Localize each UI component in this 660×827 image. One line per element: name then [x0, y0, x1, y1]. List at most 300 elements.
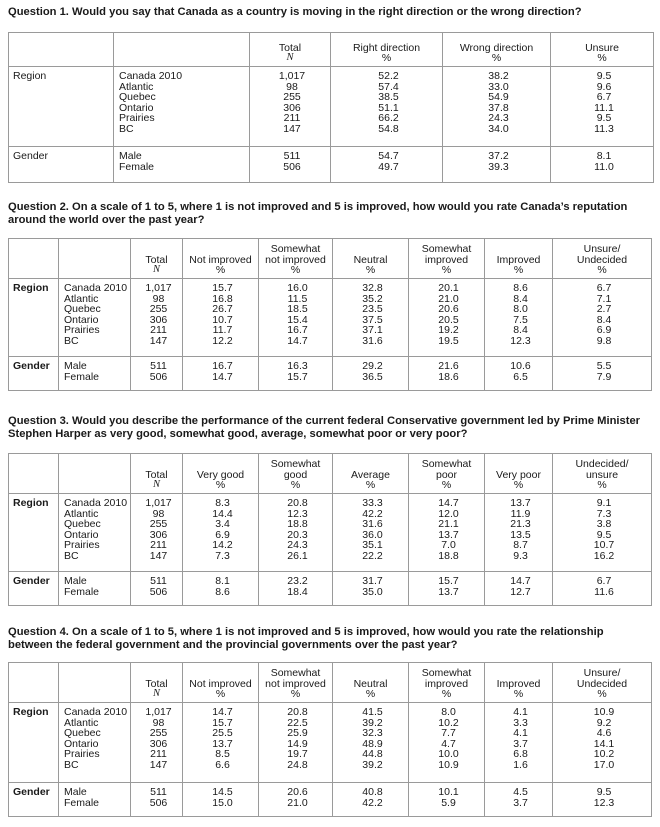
- cell-value: 35.0: [362, 585, 383, 598]
- header-line-1: Somewhat: [421, 243, 472, 256]
- header-line-2: Undecided: [576, 253, 628, 266]
- cell-value: 20.1: [438, 282, 459, 294]
- question-text: Question 4. On a scale of 1 to 5, where 1 is not improved and 5 is improved, how would you rate the relationship between the federal government and the provincial governments over the past year?: [8, 626, 604, 651]
- cell-value: 18.5: [287, 303, 308, 316]
- cell-value: 11.0: [594, 160, 614, 173]
- group-label: Quebec: [119, 91, 156, 104]
- cell-value: 11.5: [287, 292, 308, 305]
- group-label: Quebec: [64, 518, 101, 531]
- cell-value: 8.3: [215, 497, 230, 509]
- region-values: [553, 279, 652, 357]
- header-line-2: not improved: [265, 253, 326, 266]
- cell-value: 10.1: [438, 786, 459, 798]
- cell-value: 8.1: [596, 150, 612, 162]
- header-line-1: Unsure/: [583, 243, 621, 256]
- group-label: Prairies: [64, 539, 100, 552]
- cell-value: 255: [149, 303, 168, 316]
- cell-value: 306: [283, 101, 301, 114]
- header-unit: %: [441, 478, 452, 491]
- cell-value: 8.0: [441, 706, 456, 718]
- cell-value: 14.2: [212, 539, 233, 552]
- cell-value: 37.2: [488, 150, 509, 162]
- gender-values: [553, 357, 652, 391]
- cell-value: 8.4: [513, 292, 528, 305]
- cell-value: 12.3: [593, 796, 615, 809]
- cell-value: 12.3: [287, 507, 308, 520]
- cell-value: 8.1: [215, 575, 230, 587]
- cell-value: 7.3: [596, 507, 612, 520]
- group-label: BC: [119, 122, 134, 135]
- column-header: [409, 454, 485, 494]
- cell-value: 18.8: [287, 518, 308, 531]
- group-label: Atlantic: [119, 80, 154, 93]
- cell-value: 21.1: [438, 518, 459, 531]
- cell-value: 26.7: [212, 303, 233, 316]
- region-label: Region: [9, 67, 114, 147]
- cell-value: 14.7: [438, 497, 459, 509]
- cell-value: 306: [149, 313, 168, 326]
- cell-value: 49.7: [378, 160, 399, 173]
- region-values: [259, 494, 333, 572]
- gender-row: [9, 572, 652, 606]
- column-header: [131, 663, 183, 703]
- group-label: Female: [64, 796, 100, 809]
- cell-value: 255: [283, 91, 301, 104]
- region-values: [443, 67, 551, 147]
- cell-value: 25.9: [287, 727, 308, 740]
- cell-value: 41.5: [362, 706, 383, 718]
- cell-value: 10.7: [593, 539, 615, 552]
- gender-values: [485, 357, 553, 391]
- group-label: Ontario: [64, 528, 99, 541]
- empty-header-cell: [59, 663, 131, 703]
- header-line-2: Very good: [196, 468, 245, 481]
- header-unit: %: [290, 687, 301, 700]
- empty-header-cell: [9, 239, 59, 279]
- question-text: Question 1. Would you say that Canada as a country is moving in the right direction or the wrong direction?: [8, 6, 582, 18]
- cell-value: 19.2: [438, 324, 459, 337]
- group-label: Quebec: [64, 727, 101, 740]
- cell-value: 39.2: [362, 716, 383, 729]
- cell-value: 20.8: [287, 706, 308, 718]
- cell-value: 42.2: [362, 796, 383, 809]
- cell-value: 26.1: [287, 549, 308, 562]
- header-row: [9, 33, 654, 67]
- column-header: [443, 33, 551, 67]
- cell-value: 32.8: [362, 282, 383, 294]
- header-line-2: unsure: [585, 468, 619, 481]
- cell-value: 4.1: [513, 706, 528, 718]
- cell-value: 14.7: [212, 370, 233, 383]
- cell-value: 16.8: [212, 292, 233, 305]
- group-label: Female: [64, 370, 100, 383]
- region-values: [331, 67, 443, 147]
- region-values: [183, 703, 259, 783]
- group-label: BC: [64, 334, 79, 347]
- cell-value: 31.7: [362, 575, 383, 587]
- cell-value: 4.7: [441, 737, 456, 750]
- cell-value: 12.3: [510, 334, 531, 347]
- region-values: [183, 279, 259, 357]
- cell-value: 9.5: [596, 70, 612, 82]
- cell-value: 12.7: [510, 585, 531, 598]
- cell-value: 15.7: [287, 370, 308, 383]
- group-label: Atlantic: [64, 292, 99, 305]
- header-unit: %: [365, 687, 376, 700]
- header-line-2: Total: [278, 41, 302, 54]
- cell-value: 11.7: [212, 324, 233, 337]
- cell-value: 10.6: [510, 360, 531, 372]
- cell-value: 2.7: [596, 303, 612, 316]
- cell-value: 11.9: [510, 507, 531, 520]
- cell-value: 42.2: [362, 507, 383, 520]
- cell-value: 16.2: [593, 549, 615, 562]
- region-values: [409, 494, 485, 572]
- cell-value: 13.7: [438, 585, 459, 598]
- cell-value: 1,017: [145, 282, 172, 294]
- group-label: Canada 2010: [119, 70, 183, 82]
- gender-row: [9, 357, 652, 391]
- cell-value: 21.0: [287, 796, 308, 809]
- cell-value: 506: [149, 796, 168, 809]
- column-header: [553, 454, 652, 494]
- gender-values: [331, 147, 443, 183]
- column-header: [485, 239, 553, 279]
- gender-label: Gender: [9, 783, 59, 817]
- group-label: Prairies: [119, 112, 155, 125]
- cell-value: 29.2: [362, 360, 383, 372]
- header-unit: %: [513, 687, 524, 700]
- header-line-2: poor: [435, 468, 457, 481]
- cell-value: 44.8: [362, 748, 383, 761]
- gender-values: [333, 572, 409, 606]
- cell-value: 9.5: [596, 112, 612, 125]
- gender-values: [259, 572, 333, 606]
- header-line-1: Somewhat: [270, 667, 321, 680]
- header-line-2: Very poor: [496, 468, 541, 481]
- cell-value: 3.8: [596, 518, 612, 531]
- cell-value: 3.4: [215, 518, 230, 531]
- gender-values: [131, 357, 183, 391]
- cell-value: 211: [150, 324, 167, 337]
- cell-value: 255: [149, 518, 168, 531]
- gender-values: [553, 783, 652, 817]
- column-header: [333, 239, 409, 279]
- column-header: [485, 454, 553, 494]
- region-values: [259, 703, 333, 783]
- cell-value: 20.6: [438, 303, 459, 316]
- header-line-2: good: [283, 468, 308, 481]
- region-groups: [114, 67, 250, 147]
- column-header: [333, 454, 409, 494]
- cell-value: 147: [149, 549, 168, 562]
- cell-value: 52.2: [378, 70, 399, 82]
- header-line-2: improved: [424, 253, 469, 266]
- cell-value: 9.2: [596, 716, 612, 729]
- cell-value: 4.6: [596, 727, 612, 740]
- cell-value: 147: [149, 758, 168, 771]
- cell-value: 10.7: [212, 313, 233, 326]
- region-values: [485, 494, 553, 572]
- region-label: Region: [9, 703, 59, 783]
- cell-value: 21.3: [510, 518, 531, 531]
- header-unit: %: [513, 478, 524, 491]
- cell-value: 6.7: [596, 91, 612, 104]
- group-label: Quebec: [64, 303, 101, 316]
- group-label: Male: [64, 360, 87, 372]
- gender-label: Gender: [9, 357, 59, 391]
- cell-value: 39.2: [362, 758, 383, 771]
- cell-value: 51.1: [378, 101, 399, 114]
- gender-groups: [59, 572, 131, 606]
- cell-value: 11.3: [594, 122, 614, 135]
- header-unit: %: [215, 687, 226, 700]
- header-line-1: Somewhat: [421, 667, 472, 680]
- header-line-2: Neutral: [353, 677, 388, 690]
- region-values: [250, 67, 331, 147]
- region-label: Region: [9, 279, 59, 357]
- cell-value: 506: [283, 160, 301, 173]
- region-row: [9, 494, 652, 572]
- header-line-1: Somewhat: [421, 458, 472, 471]
- column-header: [333, 663, 409, 703]
- group-label: Prairies: [64, 748, 100, 761]
- cell-value: 39.3: [488, 160, 509, 173]
- results-table: [8, 453, 652, 606]
- cell-value: 34.0: [488, 122, 509, 135]
- cell-value: 18.8: [438, 549, 459, 562]
- cell-value: 15.7: [212, 716, 233, 729]
- header-unit: %: [597, 478, 607, 491]
- cell-value: 40.8: [362, 786, 383, 798]
- gender-values: [443, 147, 551, 183]
- cell-value: 8.6: [215, 585, 230, 598]
- empty-header-cell: [59, 239, 131, 279]
- cell-value: 306: [149, 737, 168, 750]
- cell-value: 22.5: [287, 716, 308, 729]
- header-unit: %: [290, 478, 301, 491]
- cell-value: 98: [152, 716, 165, 729]
- group-label: Male: [64, 786, 87, 798]
- cell-value: 22.2: [362, 549, 383, 562]
- region-values: [259, 279, 333, 357]
- cell-value: 6.7: [596, 282, 612, 294]
- cell-value: 16.3: [287, 360, 308, 372]
- cell-value: 506: [149, 585, 168, 598]
- cell-value: 306: [149, 528, 168, 541]
- header-row: [9, 239, 652, 279]
- column-header: [409, 663, 485, 703]
- header-row: [9, 454, 652, 494]
- header-line-2: Wrong direction: [459, 41, 534, 54]
- header-line-2: Total: [145, 468, 168, 481]
- gender-values: [333, 357, 409, 391]
- region-row: [9, 67, 654, 147]
- empty-header-cell: [59, 454, 131, 494]
- cell-value: 7.3: [215, 549, 230, 562]
- group-label: Ontario: [64, 737, 99, 750]
- region-values: [553, 703, 652, 783]
- group-label: Atlantic: [64, 716, 99, 729]
- question-text: Question 3. Would you describe the performance of the current federal Conservative government led by Prime Minister Stephen Harper as very good, somewhat good, average, somewhat poor or very poor?: [8, 415, 641, 440]
- header-unit: %: [441, 263, 452, 276]
- cell-value: 211: [283, 112, 301, 125]
- cell-value: 3.7: [513, 737, 528, 750]
- header-row: [9, 663, 652, 703]
- gender-row: [9, 783, 652, 817]
- group-label: Canada 2010: [64, 282, 128, 294]
- header-unit: %: [597, 51, 607, 64]
- cell-value: 7.9: [596, 370, 612, 383]
- header-line-2: Not improved: [189, 677, 252, 690]
- cell-value: 12.2: [212, 334, 233, 347]
- group-label: Atlantic: [64, 507, 99, 520]
- cell-value: 33.0: [488, 80, 509, 93]
- header-line-2: Neutral: [353, 253, 388, 266]
- cell-value: 37.1: [362, 324, 383, 337]
- results-table: [8, 238, 652, 391]
- gender-values: [409, 572, 485, 606]
- cell-value: 9.1: [596, 497, 612, 509]
- header-unit: %: [215, 263, 226, 276]
- header-unit: %: [597, 687, 607, 700]
- cell-value: 3.7: [513, 796, 528, 809]
- column-header: [259, 239, 333, 279]
- header-unit: N: [286, 51, 294, 63]
- region-values: [551, 67, 654, 147]
- header-unit: N: [152, 263, 160, 275]
- group-label: Ontario: [64, 313, 99, 326]
- header-line-2: Improved: [496, 677, 541, 690]
- region-values: [131, 494, 183, 572]
- cell-value: 4.1: [513, 727, 528, 740]
- column-header: [259, 663, 333, 703]
- column-header: [183, 663, 259, 703]
- gender-values: [259, 357, 333, 391]
- region-values: [409, 279, 485, 357]
- group-label: Male: [64, 575, 87, 587]
- column-header: [553, 239, 652, 279]
- header-line-1: Undecided/: [575, 458, 629, 471]
- cell-value: 15.7: [212, 282, 233, 294]
- cell-value: 7.0: [441, 539, 456, 552]
- empty-header-cell: [9, 454, 59, 494]
- column-header: [250, 33, 331, 67]
- cell-value: 8.7: [513, 539, 528, 552]
- header-line-1: Unsure/: [583, 667, 621, 680]
- header-line-2: not improved: [265, 677, 326, 690]
- gender-values: [183, 572, 259, 606]
- cell-value: 48.9: [362, 737, 383, 750]
- cell-value: 9.5: [596, 786, 612, 798]
- cell-value: 24.8: [287, 758, 308, 771]
- region-values: [131, 703, 183, 783]
- cell-value: 37.8: [488, 101, 509, 114]
- cell-value: 98: [286, 80, 298, 93]
- cell-value: 14.9: [287, 737, 308, 750]
- column-header: [551, 33, 654, 67]
- cell-value: 6.9: [215, 528, 230, 541]
- header-line-1: Somewhat: [270, 458, 321, 471]
- cell-value: 31.6: [362, 518, 383, 531]
- cell-value: 16.7: [212, 360, 233, 372]
- cell-value: 7.7: [441, 727, 456, 740]
- cell-value: 14.5: [212, 786, 233, 798]
- cell-value: 9.3: [513, 549, 528, 562]
- header-line-2: improved: [424, 677, 469, 690]
- cell-value: 20.6: [287, 786, 308, 798]
- header-line-2: Average: [351, 468, 390, 481]
- region-groups: [59, 494, 131, 572]
- column-header: [259, 454, 333, 494]
- cell-value: 6.5: [513, 370, 528, 383]
- empty-header-cell: [9, 663, 59, 703]
- cell-value: 10.9: [593, 706, 615, 718]
- cell-value: 54.9: [488, 91, 509, 104]
- cell-value: 6.6: [215, 758, 230, 771]
- region-values: [409, 703, 485, 783]
- gender-values: [485, 783, 553, 817]
- cell-value: 147: [149, 334, 168, 347]
- cell-value: 15.7: [438, 575, 459, 587]
- region-values: [131, 279, 183, 357]
- header-line-2: Unsure: [585, 41, 619, 54]
- cell-value: 20.8: [287, 497, 308, 509]
- region-values: [485, 703, 553, 783]
- header-unit: %: [491, 51, 502, 64]
- region-groups: [59, 703, 131, 783]
- cell-value: 10.2: [438, 716, 459, 729]
- region-label: Region: [9, 494, 59, 572]
- region-values: [553, 494, 652, 572]
- cell-value: 8.4: [596, 313, 612, 326]
- cell-value: 21.0: [438, 292, 459, 305]
- cell-value: 23.2: [287, 575, 308, 587]
- header-unit: %: [365, 478, 376, 491]
- column-header: [331, 33, 443, 67]
- cell-value: 37.5: [362, 313, 383, 326]
- cell-value: 9.8: [596, 334, 612, 347]
- cell-value: 15.0: [212, 796, 233, 809]
- empty-header-cell: [114, 33, 250, 67]
- gender-label: Gender: [9, 572, 59, 606]
- column-header: [553, 663, 652, 703]
- cell-value: 511: [150, 575, 167, 587]
- header-unit: %: [597, 263, 607, 276]
- gender-groups: [114, 147, 250, 183]
- cell-value: 5.5: [596, 360, 612, 372]
- gender-values: [409, 783, 485, 817]
- cell-value: 1,017: [145, 706, 172, 718]
- cell-value: 10.2: [593, 748, 615, 761]
- cell-value: 15.4: [287, 313, 308, 326]
- cell-value: 6.9: [596, 324, 612, 337]
- cell-value: 8.0: [513, 303, 528, 316]
- cell-value: 24.3: [287, 539, 308, 552]
- group-label: Canada 2010: [64, 706, 128, 718]
- column-header: [183, 454, 259, 494]
- header-unit: %: [381, 51, 392, 64]
- cell-value: 20.5: [438, 313, 459, 326]
- group-label: Ontario: [119, 101, 154, 114]
- cell-value: 14.7: [510, 575, 531, 587]
- cell-value: 7.1: [596, 292, 612, 305]
- header-unit: N: [152, 478, 160, 490]
- cell-value: 506: [149, 370, 168, 383]
- cell-value: 17.0: [593, 758, 615, 771]
- gender-values: [333, 783, 409, 817]
- group-label: Canada 2010: [64, 497, 128, 509]
